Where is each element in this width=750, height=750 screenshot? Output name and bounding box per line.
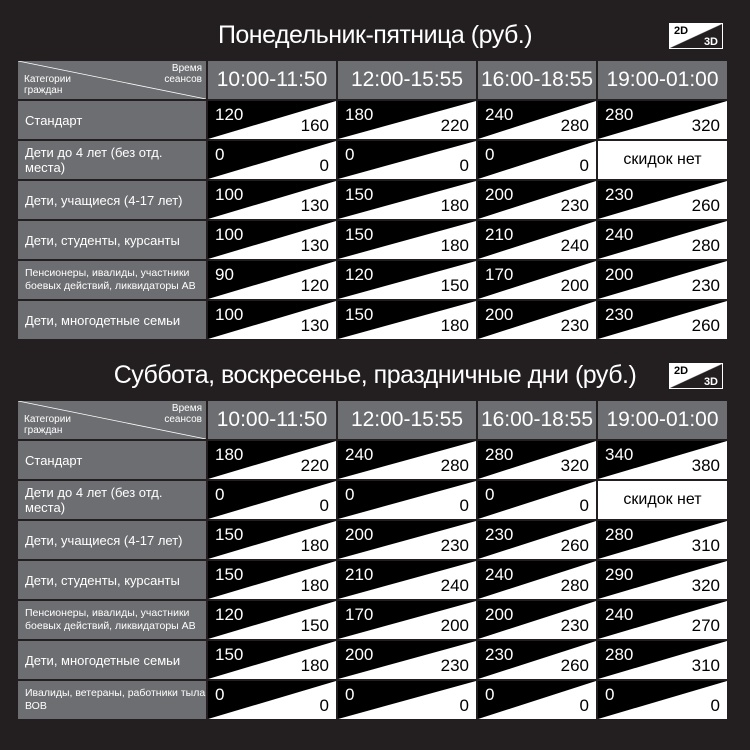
price-3d: 230 [560, 316, 589, 335]
price-2d: 100 [215, 305, 244, 324]
price-2d: 0 [485, 485, 495, 504]
price-cell [338, 481, 476, 519]
price-3d: 310 [691, 536, 720, 555]
price-3d: 260 [560, 536, 589, 555]
price-cell [598, 101, 727, 139]
price-3d: 260 [691, 196, 720, 215]
category-label: Ивалиды, ветераны, работники тыла ВОВ [18, 681, 206, 719]
corner-cat-line2: граждан [24, 85, 63, 96]
price-cell [338, 221, 476, 259]
category-label: Дети, многодетные семьи [18, 301, 206, 339]
corner-category-label [24, 74, 71, 96]
category-label: Пенсионеры, ивалиды, участники боевых действий, ликвидаторы АВ [18, 261, 206, 299]
price-2d: 240 [605, 605, 634, 624]
price-cell [598, 181, 727, 219]
price-2d: 200 [345, 645, 374, 664]
price-cell [478, 681, 596, 719]
category-label: Стандарт [18, 101, 206, 139]
price-2d: 280 [605, 525, 634, 544]
price-cell [338, 441, 476, 479]
price-cell [208, 521, 336, 559]
price-cell [338, 601, 476, 639]
price-3d: 310 [691, 656, 720, 675]
price-cell [478, 261, 596, 299]
price-2d: 240 [605, 225, 634, 244]
price-2d: 240 [485, 565, 514, 584]
price-3d: 180 [440, 316, 469, 335]
price-cell [598, 301, 727, 339]
price-3d: 0 [459, 696, 469, 715]
price-2d: 200 [605, 265, 634, 284]
price-2d: 150 [215, 565, 244, 584]
corner-time-line1: Время [171, 63, 202, 74]
price-3d: 130 [300, 316, 329, 335]
price-3d: 0 [319, 156, 329, 175]
corner-cat-line2: граждан [24, 425, 63, 436]
price-2d: 230 [605, 185, 634, 204]
price-3d: 240 [560, 236, 589, 255]
corner-time-line1: Время [171, 403, 202, 414]
price-cell [478, 441, 596, 479]
price-3d: 130 [300, 236, 329, 255]
price-2d: 0 [485, 685, 495, 704]
price-2d: 200 [485, 305, 514, 324]
session-time-header: 12:00-15:55 [338, 61, 476, 99]
format-2d-3d-badge [669, 23, 723, 49]
price-3d: 0 [319, 496, 329, 515]
section-title: Суббота, воскресенье, праздничные дни (руб.) [113, 361, 637, 389]
price-2d: 0 [605, 685, 615, 704]
price-cell [478, 561, 596, 599]
price-cell [598, 641, 727, 679]
session-time-header: 10:00-11:50 [208, 401, 336, 439]
price-2d: 0 [345, 685, 355, 704]
price-cell [598, 601, 727, 639]
price-cell [338, 681, 476, 719]
price-cell [338, 141, 476, 179]
price-cell [208, 301, 336, 339]
price-cell [208, 681, 336, 719]
price-2d: 90 [215, 265, 234, 284]
price-2d: 180 [215, 445, 244, 464]
price-cell [208, 481, 336, 519]
category-label: Дети до 4 лет (без отд. места) [18, 141, 206, 179]
price-3d: 150 [300, 616, 329, 635]
price-3d: 0 [459, 156, 469, 175]
price-3d: 180 [300, 536, 329, 555]
price-2d: 200 [345, 525, 374, 544]
no-discount-cell: скидок нет [598, 141, 727, 179]
session-time-header: 12:00-15:55 [338, 401, 476, 439]
category-label: Дети, учащиеся (4-17 лет) [18, 181, 206, 219]
price-cell [478, 301, 596, 339]
corner-cat-line1: Категории [24, 74, 71, 85]
price-2d: 120 [215, 105, 244, 124]
price-3d: 180 [440, 236, 469, 255]
category-label: Стандарт [18, 441, 206, 479]
price-3d: 320 [691, 576, 720, 595]
schedule-section [0, 15, 750, 343]
badge-2d-label: 2D [674, 365, 689, 377]
corner-time-label [164, 63, 202, 85]
price-cell [338, 261, 476, 299]
price-cell [478, 481, 596, 519]
price-3d: 230 [440, 536, 469, 555]
price-2d: 170 [345, 605, 374, 624]
price-2d: 120 [215, 605, 244, 624]
price-cell [338, 301, 476, 339]
price-3d: 130 [300, 196, 329, 215]
badge-3d-label: 3D [703, 376, 718, 388]
price-cell [478, 601, 596, 639]
price-2d: 280 [605, 645, 634, 664]
price-2d: 290 [605, 565, 634, 584]
price-cell-diagonal-split [208, 681, 336, 719]
table-corner-header [18, 61, 206, 99]
price-2d: 230 [485, 525, 514, 544]
badge-2d-label: 2D [674, 25, 689, 37]
price-2d: 100 [215, 185, 244, 204]
price-cell [478, 141, 596, 179]
price-3d: 260 [560, 656, 589, 675]
price-cell-diagonal-split [338, 141, 476, 179]
price-cell [208, 441, 336, 479]
price-3d: 220 [440, 116, 469, 135]
price-cell [208, 601, 336, 639]
price-3d: 280 [440, 456, 469, 475]
price-cell-diagonal-split [208, 481, 336, 519]
price-3d: 200 [440, 616, 469, 635]
corner-time-line2: сеансов [164, 414, 202, 425]
price-3d: 280 [560, 576, 589, 595]
price-cell [478, 181, 596, 219]
price-cell [478, 521, 596, 559]
price-cell [478, 101, 596, 139]
price-2d: 210 [485, 225, 514, 244]
price-cell [208, 101, 336, 139]
price-2d: 150 [345, 185, 374, 204]
section-title: Понедельник-пятница (руб.) [217, 21, 533, 49]
price-3d: 200 [560, 276, 589, 295]
corner-category-label [24, 414, 71, 436]
session-time-header: 16:00-18:55 [478, 61, 596, 99]
price-3d: 220 [300, 456, 329, 475]
price-cell [598, 561, 727, 599]
price-2d: 100 [215, 225, 244, 244]
price-3d: 230 [560, 616, 589, 635]
price-2d: 280 [485, 445, 514, 464]
price-2d: 240 [485, 105, 514, 124]
price-3d: 280 [691, 236, 720, 255]
price-cell [208, 141, 336, 179]
price-2d: 170 [485, 265, 514, 284]
price-3d: 0 [579, 696, 589, 715]
category-label: Дети, многодетные семьи [18, 641, 206, 679]
price-cell-diagonal-split [338, 481, 476, 519]
price-2d: 150 [345, 305, 374, 324]
price-3d: 320 [691, 116, 720, 135]
price-2d: 150 [345, 225, 374, 244]
price-3d: 0 [319, 696, 329, 715]
price-3d: 150 [440, 276, 469, 295]
category-label: Дети, учащиеся (4-17 лет) [18, 521, 206, 559]
session-time-header: 19:00-01:00 [598, 401, 727, 439]
price-3d: 180 [440, 196, 469, 215]
price-2d: 180 [345, 105, 374, 124]
price-3d: 320 [560, 456, 589, 475]
price-2d: 240 [345, 445, 374, 464]
category-label: Дети, студенты, курсанты [18, 221, 206, 259]
price-2d: 0 [485, 145, 495, 164]
price-3d: 0 [579, 156, 589, 175]
price-cell-diagonal-split [598, 681, 727, 719]
price-2d: 0 [345, 145, 355, 164]
session-time-header: 16:00-18:55 [478, 401, 596, 439]
price-cell-diagonal-split [478, 141, 596, 179]
price-3d: 230 [560, 196, 589, 215]
price-2d: 200 [485, 605, 514, 624]
price-cell-diagonal-split [478, 681, 596, 719]
price-cell [598, 221, 727, 259]
price-3d: 380 [691, 456, 720, 475]
category-label: Дети, студенты, курсанты [18, 561, 206, 599]
price-2d: 230 [605, 305, 634, 324]
badge-3d-label: 3D [703, 36, 718, 48]
price-3d: 230 [440, 656, 469, 675]
price-3d: 120 [300, 276, 329, 295]
session-time-header: 19:00-01:00 [598, 61, 727, 99]
price-2d: 0 [215, 145, 225, 164]
price-2d: 0 [345, 485, 355, 504]
price-cell [598, 441, 727, 479]
schedule-section [0, 355, 750, 723]
price-cell-diagonal-split [208, 141, 336, 179]
price-3d: 240 [440, 576, 469, 595]
price-3d: 180 [300, 656, 329, 675]
price-cell [208, 181, 336, 219]
price-cell [478, 641, 596, 679]
price-3d: 180 [300, 576, 329, 595]
price-3d: 0 [459, 496, 469, 515]
corner-cat-line1: Категории [24, 414, 71, 425]
price-cell-diagonal-split [478, 481, 596, 519]
price-cell [208, 261, 336, 299]
price-2d: 0 [215, 685, 225, 704]
price-2d: 0 [215, 485, 225, 504]
price-2d: 280 [605, 105, 634, 124]
corner-time-line2: сеансов [164, 74, 202, 85]
price-cell [208, 641, 336, 679]
price-2d: 210 [345, 565, 374, 584]
price-2d: 340 [605, 445, 634, 464]
price-cell [598, 681, 727, 719]
format-2d-3d-badge [669, 363, 723, 389]
price-2d: 230 [485, 645, 514, 664]
price-cell [598, 521, 727, 559]
table-corner-header [18, 401, 206, 439]
price-cell [338, 641, 476, 679]
category-label: Пенсионеры, ивалиды, участники боевых действий, ликвидаторы АВ [18, 601, 206, 639]
price-cell [338, 561, 476, 599]
price-cell [598, 261, 727, 299]
price-cell [338, 521, 476, 559]
price-cell [338, 181, 476, 219]
session-time-header: 10:00-11:50 [208, 61, 336, 99]
price-cell-diagonal-split [338, 681, 476, 719]
price-3d: 0 [579, 496, 589, 515]
corner-time-label [164, 403, 202, 425]
price-3d: 160 [300, 116, 329, 135]
price-2d: 150 [215, 525, 244, 544]
price-3d: 0 [710, 696, 720, 715]
price-2d: 200 [485, 185, 514, 204]
price-cell [478, 221, 596, 259]
price-2d: 120 [345, 265, 374, 284]
price-2d: 150 [215, 645, 244, 664]
price-3d: 280 [560, 116, 589, 135]
price-3d: 270 [691, 616, 720, 635]
price-cell [208, 561, 336, 599]
no-discount-cell: скидок нет [598, 481, 727, 519]
price-cell [208, 221, 336, 259]
category-label: Дети до 4 лет (без отд. места) [18, 481, 206, 519]
price-cell [338, 101, 476, 139]
price-3d: 260 [691, 316, 720, 335]
price-3d: 230 [691, 276, 720, 295]
